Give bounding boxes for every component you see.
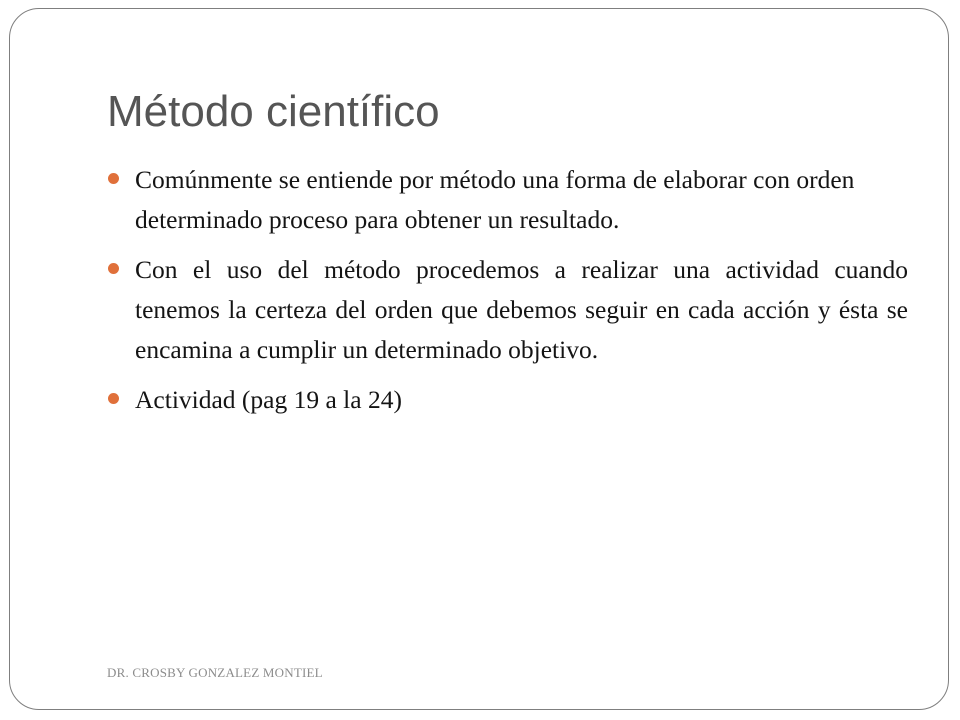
bullet-dot-icon <box>108 393 119 404</box>
slide-title: Método científico <box>107 87 440 136</box>
bullet-list <box>107 160 908 430</box>
bullet-item <box>107 250 908 370</box>
bullet-text: Actividad (pag 19 a la 24) <box>135 385 402 414</box>
bullet-item <box>107 160 908 240</box>
bullet-text: Comúnmente se entiende por método una forma de elaborar con orden determinado proceso para obtener un resultado. <box>135 165 855 234</box>
bullet-item <box>107 380 908 420</box>
slide-footer: DR. CROSBY GONZALEZ MONTIEL <box>107 665 323 680</box>
bullet-dot-icon <box>108 173 119 184</box>
bullet-text: Con el uso del método procedemos a realizar una actividad cuando tenemos la certeza del orden que debemos seguir en cada acción y ésta se encamina a cumplir un determinado objetivo. <box>135 255 908 364</box>
bullet-dot-icon <box>108 263 119 274</box>
